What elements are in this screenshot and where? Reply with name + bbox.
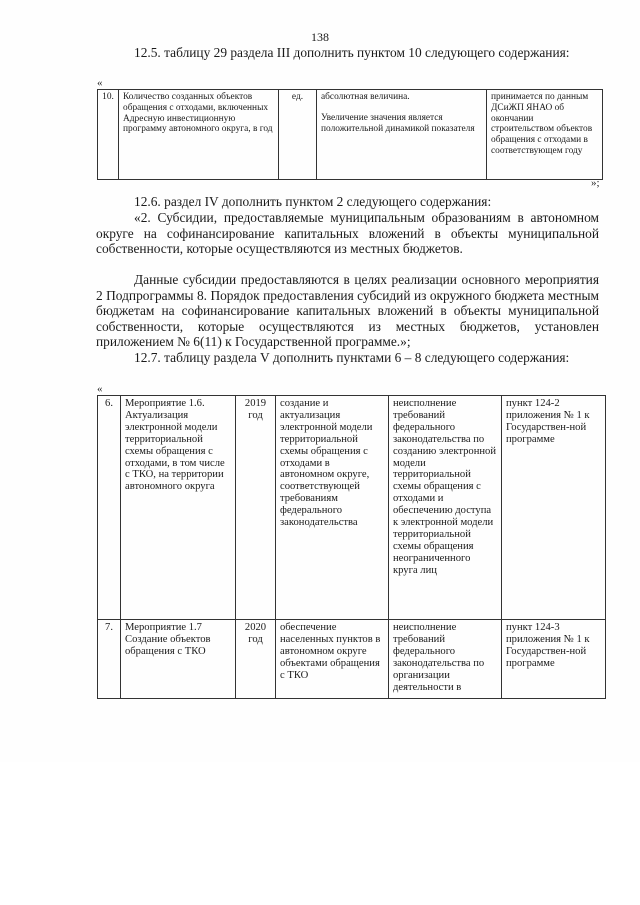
quote-close-1: »; xyxy=(591,177,600,189)
indicator-name: Количество созданных объектов обращения с отходами, включенных Адресную инвестиционную программу автономного округа, в год xyxy=(119,90,279,180)
activity-year: 2020 год xyxy=(236,620,276,699)
expected-result: обеспечение населенных пунктов в автономном округе объектами обращения с ТКО xyxy=(276,620,389,699)
data-source: принимается по данным ДСиЖП ЯНАО об окончании строительством объектов обращения с отходами в соответствующем году xyxy=(487,90,603,180)
failure-consequence: неисполнение требований федерального законодательства по организации деятельности в xyxy=(389,620,502,699)
quote-open-1: « xyxy=(97,77,103,89)
program-reference: пункт 124-3 приложения № 1 к Государствен-ной программе xyxy=(502,620,606,699)
paragraph-subsidies-order: Данные субсидии предоставляются в целях реализации основного мероприятия 2 Подпрограммы 8. Порядок предоставления субсидий из окружного бюджета местным бюджетам на софинансирование капитальных вложений в объекты муниципальной собственности, которые осуществляются из местных бюджетов, установлен приложением № 6(11) к Государственной программе.»; xyxy=(96,272,599,349)
method-note: Увеличение значения является положительной динамикой показателя xyxy=(321,112,475,134)
activities-table xyxy=(97,395,606,699)
activity-name: Мероприятие 1.6. Актуализация электронной модели территориальной схемы обращения с отходами, в том числе с ТКО, на территории автономного округа xyxy=(121,396,236,620)
paragraph-subsidies: «2. Субсидии, предоставляемые муниципальным образованиям в автономном округе на софинансирование капитальных вложений в объекты муниципальной собственности, которые осуществляются из местных бюджетов. xyxy=(96,210,599,256)
unit: ед. xyxy=(279,90,317,180)
row-number: 6. xyxy=(98,396,121,620)
activity-name: Мероприятие 1.7 Создание объектов обращения с ТКО xyxy=(121,620,236,699)
quote-open-2: « xyxy=(97,383,103,395)
row-number: 10. xyxy=(98,90,119,180)
paragraph-12-6: 12.6. раздел IV дополнить пунктом 2 следующего содержания: xyxy=(134,194,492,209)
paragraph-12-7: 12.7. таблицу раздела V дополнить пунктами 6 – 8 следующего содержания: xyxy=(134,350,570,365)
table-row xyxy=(98,620,606,699)
method-text: абсолютная величина. xyxy=(321,92,410,102)
page-number: 138 xyxy=(311,30,329,44)
calculation-method xyxy=(317,90,487,180)
indicator-table xyxy=(97,89,603,180)
blank-margin xyxy=(0,762,640,905)
program-reference: пункт 124-2 приложения № 1 к Государствен-ной программе xyxy=(502,396,606,620)
failure-consequence: неисполнение требований федерального законодательства по созданию электронной модели территориальной схемы обращения с отходами и обеспечению доступа к электронной модели территориальной схемы обращения неограниченного круга лиц xyxy=(389,396,502,620)
row-number: 7. xyxy=(98,620,121,699)
paragraph-12-5: 12.5. таблицу 29 раздела III дополнить пунктом 10 следующего содержания: xyxy=(134,45,570,60)
activity-year: 2019 год xyxy=(236,396,276,620)
table-row xyxy=(98,396,606,620)
table-row xyxy=(98,90,603,180)
expected-result: создание и актуализация электронной модели территориальной схемы обращения с отходами в автономном округе, соответствующей требованиям федерального законодательства xyxy=(276,396,389,620)
